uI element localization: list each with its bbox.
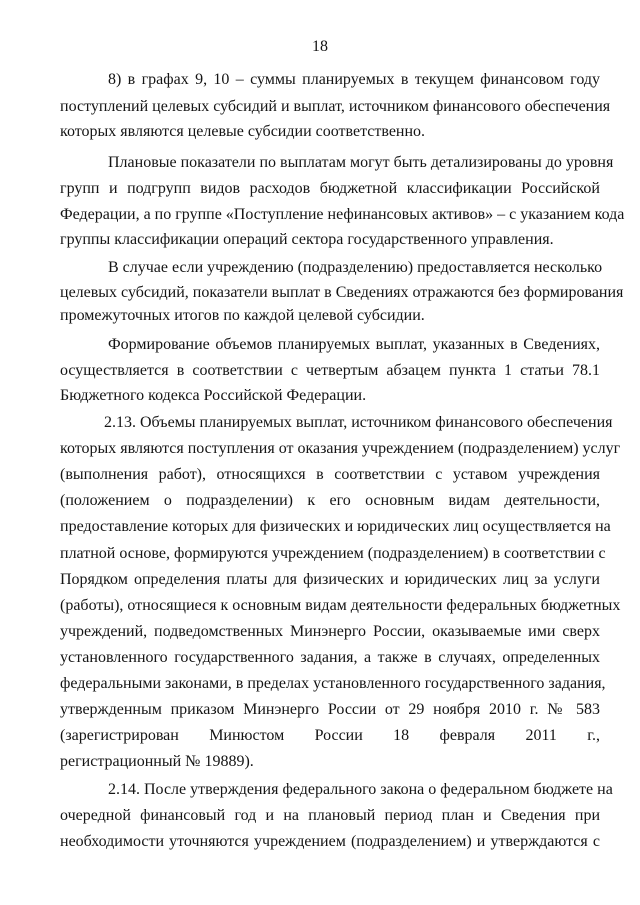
text-line: (положением о подразделении) к его основным видам деятельности, — [60, 492, 600, 509]
text-line: утвержденным приказом Минэнерго России от 29 ноября 2010 г. № 583 — [60, 701, 600, 718]
text-line: Порядком определения платы для физических и юридических лиц за услуги — [60, 571, 600, 588]
text-line: групп и подгрупп видов расходов бюджетной классификации Российской — [60, 180, 600, 197]
text-line: промежуточных итогов по каждой целевой субсидии. — [60, 307, 425, 324]
text-line: платной основе, формируются учреждением (подразделением) в соответствии с — [60, 545, 606, 562]
text-line: установленного государственного задания, а также в случаях, определенных — [60, 649, 600, 666]
text-line: которых являются целевые субсидии соответственно. — [60, 123, 426, 140]
text-line: группы классификации операций сектора государственного управления. — [60, 231, 554, 248]
page-number: 18 — [312, 38, 328, 55]
text-line: учреждений, подведомственных Минэнерго России, оказываемые ими сверх — [60, 623, 600, 640]
text-line: Формирование объемов планируемых выплат, указанных в Сведениях, — [108, 336, 600, 353]
text-line: Бюджетного кодекса Российской Федерации. — [60, 387, 367, 404]
text-line: осуществляется в соответствии с четвертым абзацем пункта 1 статьи 78.1 — [60, 362, 600, 379]
text-line: предоставление которых для физических и юридических лиц осуществляется на — [60, 518, 611, 535]
text-line: (работы), относящиеся к основным видам деятельности федеральных бюджетных — [60, 597, 621, 614]
text-line: необходимости уточняются учреждением (подразделением) и утверждаются с — [60, 833, 600, 850]
text-line: федеральными законами, в пределах установленного государственного задания, — [60, 675, 606, 692]
text-line: Плановые показатели по выплатам могут быть детализированы до уровня — [108, 154, 614, 171]
text-line: регистрационный № 19889). — [60, 753, 254, 770]
text-line: (зарегистрирован Минюстом России 18 февраля 2011 г., — [60, 727, 600, 744]
text-line: целевых субсидий, показатели выплат в Сведениях отражаются без формирования — [60, 284, 624, 301]
text-line: 8) в графах 9, 10 – суммы планируемых в текущем финансовом году — [108, 71, 600, 88]
text-line: очередной финансовый год и на плановый период план и Сведения при — [60, 807, 600, 824]
text-line: Федерации, а по группе «Поступление нефинансовых активов» – с указанием кода — [60, 206, 625, 223]
text-line: В случае если учреждению (подразделению) предоставляется несколько — [108, 259, 603, 276]
text-line: (выполнения работ), относящихся в соответствии с уставом учреждения — [60, 466, 600, 483]
text-line: поступлений целевых субсидий и выплат, источником финансового обеспечения — [60, 98, 611, 115]
text-line: которых являются поступления от оказания учреждением (подразделением) услуг — [60, 440, 621, 457]
text-line: 2.13. Объемы планируемых выплат, источником финансового обеспечения — [104, 414, 613, 431]
text-line: 2.14. После утверждения федерального закона о федеральном бюджете на — [108, 781, 613, 798]
